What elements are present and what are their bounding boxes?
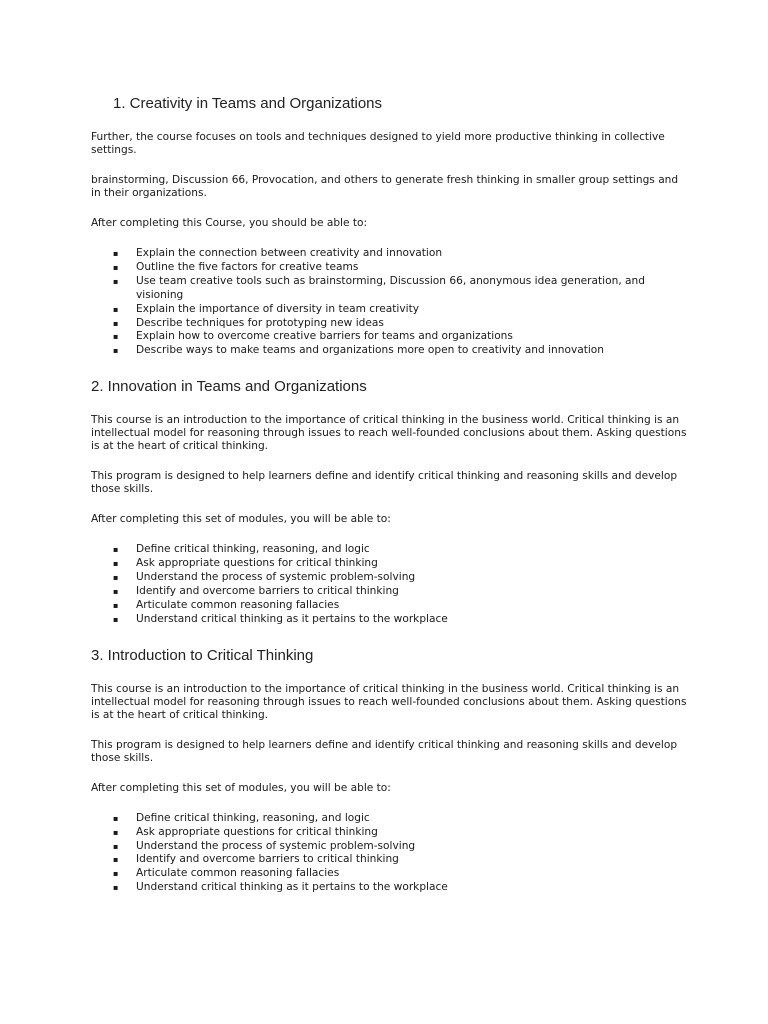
bullet-icon: ▪ xyxy=(113,559,119,569)
list-item: ▪ Define critical thinking, reasoning, and logic xyxy=(113,811,370,824)
section-1 xyxy=(91,94,691,358)
section-1-paragraph-2: brainstorming, Discussion 66, Provocation, and others to generate fresh thinking in smaller group settings and in their organizations. xyxy=(91,174,679,199)
bullet-icon: ▪ xyxy=(113,586,119,596)
bullet-icon: ▪ xyxy=(113,813,119,823)
bullet-icon: ▪ xyxy=(113,545,119,555)
list-item: ▪ Outline the five factors for creative teams xyxy=(113,260,359,273)
list-item: ▪ Understand the process of systemic problem-solving xyxy=(113,571,416,584)
list-item: ▪ Ask appropriate questions for critical thinking xyxy=(113,825,378,838)
section-1-paragraph-1: Further, the course focuses on tools and techniques designed to yield more productive thinking in collective settings. xyxy=(91,131,665,156)
section-3 xyxy=(91,646,691,895)
section-1-bullet-list xyxy=(91,247,691,358)
section-2-bullet-list xyxy=(91,543,691,626)
bullet-icon: ▪ xyxy=(113,249,119,258)
section-2-heading: 2. Innovation in Teams and Organizations xyxy=(91,378,367,396)
list-item: ▪ Articulate common reasoning fallacies xyxy=(113,867,340,880)
bullet-icon: ▪ xyxy=(113,304,119,314)
list-item: ▪ Understand critical thinking as it pertains to the workplace xyxy=(113,881,448,894)
section-2-paragraph-2: This program is designed to help learners define and identify critical thinking and reasoning skills and develop those skills. xyxy=(91,470,678,496)
section-3-bullet-list xyxy=(91,812,691,895)
list-item: ▪ Identify and overcome barriers to critical thinking xyxy=(113,584,399,597)
bullet-icon: ▪ xyxy=(113,346,119,356)
list-item: ▪ Describe techniques for prototyping new ideas xyxy=(113,316,384,329)
section-3-heading: 3. Introduction to Critical Thinking xyxy=(91,646,314,664)
section-3-paragraph-2: This program is designed to help learners define and identify critical thinking and reasoning skills and develop those skills. xyxy=(91,738,678,764)
bullet-icon: ▪ xyxy=(113,332,119,342)
list-item: ▪ Identify and overcome barriers to critical thinking xyxy=(113,853,399,866)
list-item: ▪ Understand the process of systemic problem-solving xyxy=(113,839,416,852)
list-item: ▪ Explain the connection between creativity and innovation xyxy=(113,247,443,259)
list-item: ▪ Use team creative tools such as brainstorming, Discussion 66, anonymous idea generation, and visioning xyxy=(113,274,645,301)
bullet-icon: ▪ xyxy=(113,883,119,893)
list-item: ▪ Understand critical thinking as it pertains to the workplace xyxy=(113,612,448,625)
section-1-heading: 1. Creativity in Teams and Organizations xyxy=(113,95,383,112)
bullet-icon: ▪ xyxy=(113,318,119,328)
section-1-paragraph-3: After completing this Course, you should be able to: xyxy=(91,217,368,229)
bullet-icon: ▪ xyxy=(113,855,119,865)
bullet-icon: ▪ xyxy=(113,841,119,851)
list-item: ▪ Explain the importance of diversity in team creativity xyxy=(113,302,419,315)
list-item: ▪ Explain how to overcome creative barriers for teams and organizations xyxy=(113,330,513,343)
bullet-icon: ▪ xyxy=(113,614,119,624)
bullet-icon: ▪ xyxy=(113,600,119,610)
bullet-icon: ▪ xyxy=(113,869,119,879)
bullet-icon: ▪ xyxy=(113,262,119,272)
list-item: ▪ Articulate common reasoning fallacies xyxy=(113,598,340,611)
list-item: ▪ Define critical thinking, reasoning, and logic xyxy=(113,543,370,556)
list-item: ▪ Describe ways to make teams and organizations more open to creativity and innovation xyxy=(113,344,604,357)
section-3-paragraph-1: This course is an introduction to the importance of critical thinking in the business world. Critical thinking is an intellectual model for reasoning through issues to reach well-founded conclusions about them. Asking questions is at the heart of critical thinking. xyxy=(91,682,687,721)
bullet-icon: ▪ xyxy=(113,573,119,583)
section-2-paragraph-1: This course is an introduction to the importance of critical thinking in the business world. Critical thinking is an intellectual model for reasoning through issues to reach well-founded conclusions about them. Asking questions is at the heart of critical thinking. xyxy=(91,414,687,453)
section-2 xyxy=(91,377,691,626)
bullet-icon: ▪ xyxy=(113,276,119,286)
section-2-paragraph-3: After completing this set of modules, you will be able to: xyxy=(91,513,391,526)
document-page xyxy=(91,94,691,895)
section-3-paragraph-3: After completing this set of modules, you will be able to: xyxy=(91,781,391,794)
list-item: ▪ Ask appropriate questions for critical thinking xyxy=(113,557,378,570)
bullet-icon: ▪ xyxy=(113,827,119,837)
